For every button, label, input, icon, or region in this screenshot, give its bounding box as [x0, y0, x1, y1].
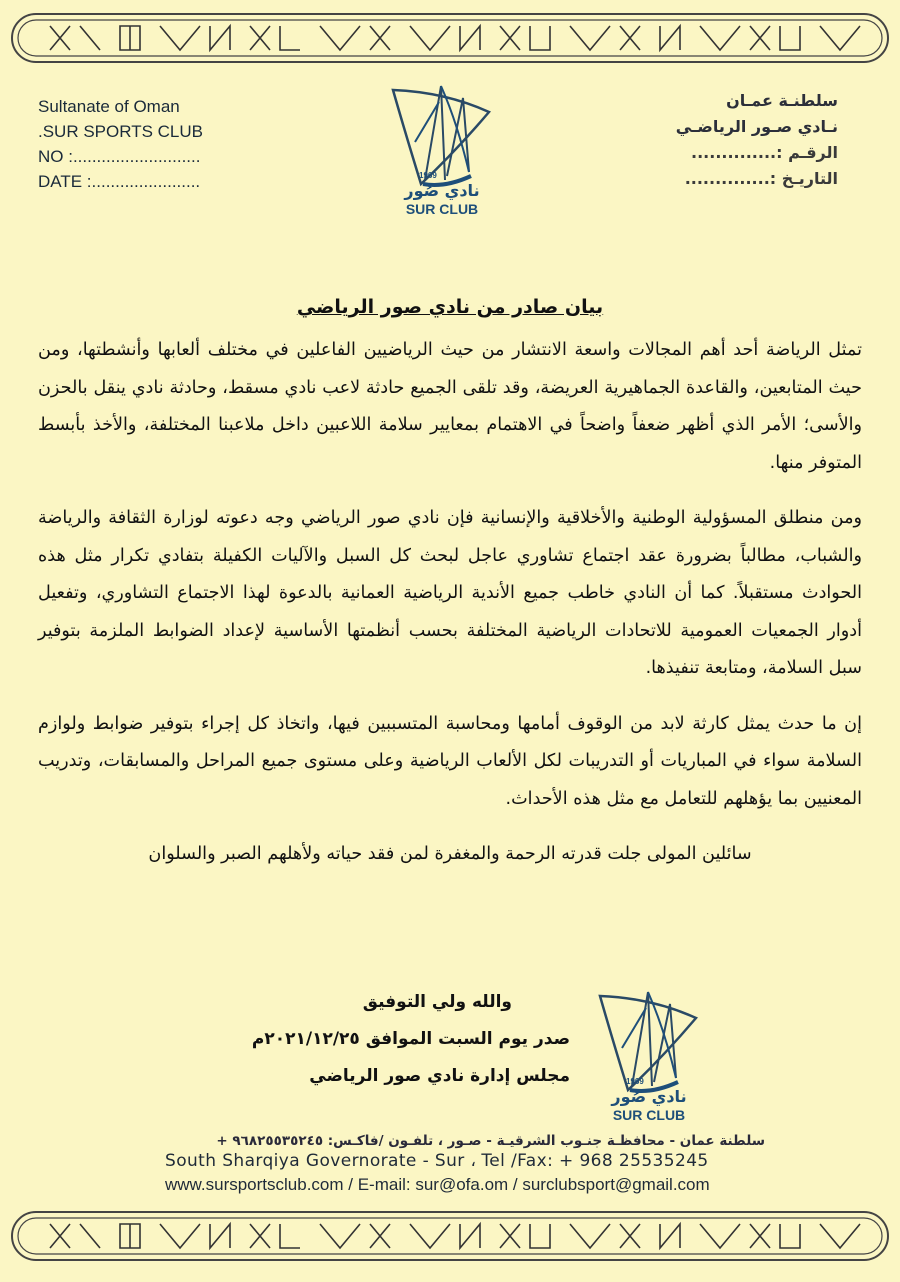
header-club-ar: نـادي صـور الرياضـي [675, 117, 838, 136]
logo-english-name: SUR CLUB [612, 1107, 686, 1123]
arabic-header [598, 88, 838, 192]
footer-address-en: South Sharqiya Governorate - Sur ، Tel /Fax: + 968 25535245 [165, 1151, 709, 1171]
statement-paragraph: ومن منطلق المسؤولية الوطنية والأخلاقية والإنسانية فإن نادي صور الرياضي وجه دعوته لوزارة الثقافة والرياضة والشباب، مطالباً بضرورة عقد اجتماع تشاوري عاجل لبحث كل السبل والآليات الكفيلة بتفادي تكرار مثل هذه الحوادث مستقبلاً. كما أن النادي خاطب جميع الأندية الرياضية العمانية بالدعوة لهذا الاجتماع التشاوري، وتفعيل أدوار الجمعيات العمومية للاتحادات الرياضية المختلفة بحسب أنظمتها الأساسية لإعداد الضوابط الملزمة بتوفير سبل السلامة، ومتابعة تنفيذها. [38, 508, 862, 678]
statement-body [38, 332, 862, 892]
logo-year: 1969 [419, 171, 437, 180]
header-date-en: DATE :....................... [38, 172, 201, 191]
header-country-ar: سلطنـة عمـان [726, 91, 838, 110]
logo-year: 1969 [626, 1077, 644, 1086]
closing-signatory: مجلس إدارة نادي صور الرياضي [309, 1066, 570, 1086]
club-logo-top [385, 72, 500, 222]
statement-prayer: سائلين المولى جلت قدرته الرحمة والمغفرة لمن فقد حياته ولأهلهم الصبر والسلوان [148, 844, 752, 864]
top-decorative-border [10, 12, 890, 64]
header-number-ar: الرقـم :.............. [691, 143, 838, 162]
header-date-ar: التاريـخ :.............. [684, 169, 838, 188]
footer-address-ar: سلطنة عمان - محافظـة جنـوب الشرقيـة - صـور ، تلفـون /فاكـس: ٩٦٨٢٥٥٣٥٢٤٥ + [216, 1133, 765, 1149]
header-number-en: NO :........................... [38, 147, 201, 166]
club-logo-bottom [592, 978, 707, 1128]
logo-arabic-name: نادي صُور [611, 1087, 687, 1106]
closing-line: والله ولي التوفيق [362, 992, 512, 1012]
header-country-en: Sultanate of Oman [38, 97, 180, 116]
statement-closing [252, 984, 570, 1095]
footer-web-email: www.sursportsclub.com / E-mail: sur@ofa.om / surclubsport@gmail.com [165, 1175, 710, 1194]
logo-english-name: SUR CLUB [405, 201, 479, 217]
header-club-en: .SUR SPORTS CLUB [38, 122, 204, 141]
statement-paragraph: تمثل الرياضة أحد أهم المجالات واسعة الانتشار من حيث الرياضيين الفاعلين في مختلف ألعابها وأنشطتها، ومن حيث المتابعين، والقاعدة الجماهيرية العريضة، وقد تلقى الجميع حادثة لاعب نادي مسقط، وحادثة نادي ينقل بالحزن والأسى؛ الأمر الذي أظهر ضعفاً واضحاً في الاهتمام بمعايير سلامة اللاعبين داخل ملاعبنا المختلفة، والأخذ بأبسط المتوفر منها. [38, 340, 862, 473]
statement-paragraph: إن ما حدث يمثل كارثة لابد من الوقوف أمامها ومحاسبة المتسببين فيها، واتخاذ كل إجراء بتوفير ضوابط ولوازم السلامة سواء في المباريات أو التدريبات لكل الألعاب الرياضية وعلى مستوى جميع المراحل والمسابقات، وتدريب المعنيين بما يؤهلهم للتعامل مع مثل هذه الأحداث. [38, 713, 862, 809]
closing-date: صدر يوم السبت الموافق ٢٠٢١/١٢/٢٥م [251, 1029, 570, 1049]
logo-arabic-name: نادي صُور [404, 181, 480, 200]
english-header [38, 94, 298, 194]
statement-title: بيان صادر من نادي صور الرياضي [296, 296, 604, 318]
footer-contact [165, 1133, 765, 1197]
bottom-decorative-border [10, 1210, 890, 1262]
